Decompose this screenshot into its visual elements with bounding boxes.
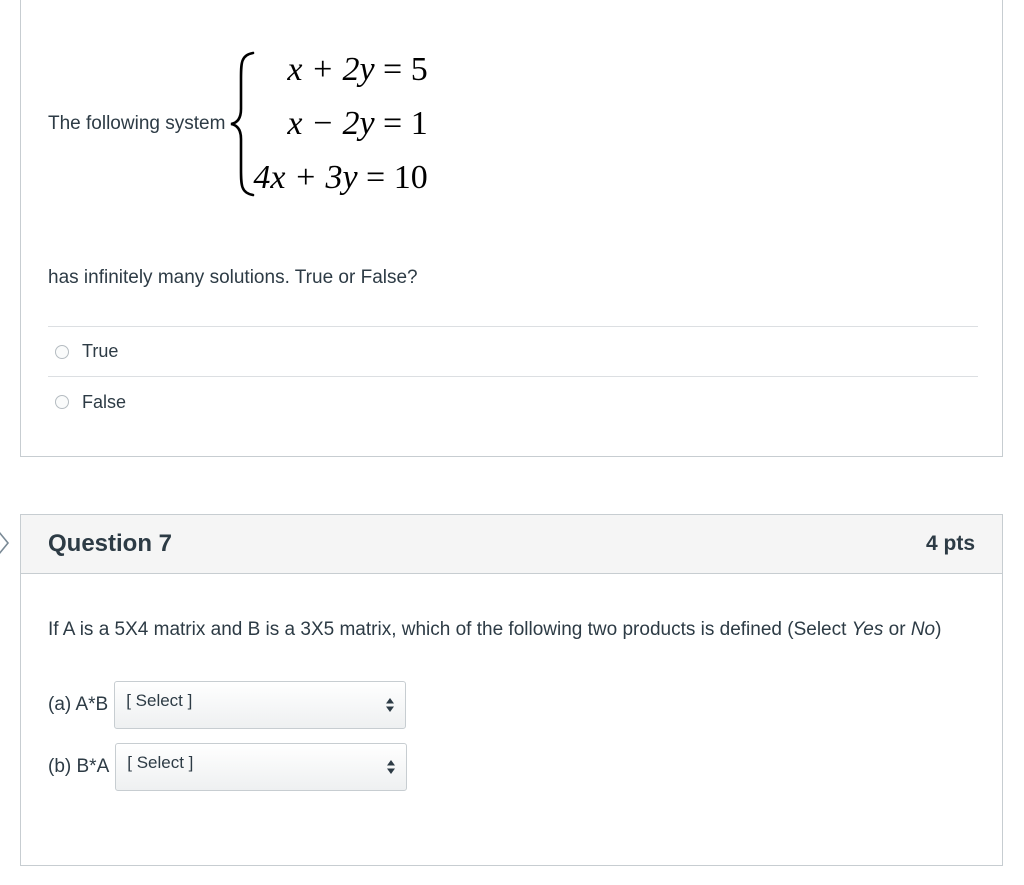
question-title: Question 7 [48,530,173,557]
answer-label[interactable]: False [82,391,127,412]
part-b-row [48,743,407,791]
answer-option-false[interactable] [48,377,978,427]
equation-3-right: 10 [393,159,428,196]
prompt-yes: Yes [851,619,884,640]
prompt-end: ) [935,619,942,640]
question-points: 4 pts [925,532,975,555]
part-a-row [48,681,406,729]
question-7-card [20,514,1003,866]
equation-1-right: 5 [410,51,428,88]
equation-1-left: x + 2y [287,51,375,88]
part-b-label: (b) B*A [48,756,110,777]
equation-2-left: x − 2y [287,105,375,142]
answer-label[interactable]: True [82,341,119,361]
question-7-prompt [48,613,978,647]
equation-1: x + 2y = 5 [287,51,428,88]
equation-3-left: 4x + 3y [253,159,358,196]
radio-button[interactable] [55,395,69,409]
question-header [21,515,1002,574]
answer-list [48,326,978,427]
select-value: [ Select ] [126,691,193,710]
question-6-card [20,0,1003,457]
equation-2: x − 2y = 1 [287,105,428,142]
chevron-right-icon[interactable] [0,530,11,556]
select-value: [ Select ] [127,753,194,772]
equation-system [48,49,428,199]
question-6-statement: has infinitely many solutions. True or False? [48,267,418,288]
part-a-label: (a) A*B [48,694,109,715]
equations [253,43,427,205]
part-b-select[interactable] [115,743,407,791]
answer-option-true[interactable] [48,327,978,377]
prompt-no: No [910,619,936,640]
equation-3: 4x + 3y = 10 [253,159,428,196]
part-a-select[interactable] [114,681,406,729]
up-down-caret-icon [386,759,396,775]
up-down-caret-icon [385,697,395,713]
prompt-or: or [883,619,911,640]
radio-button[interactable] [55,345,69,359]
system-label: The following system [48,113,226,134]
equation-2-right: 1 [410,105,428,142]
prompt-text: If A is a 5X4 matrix and B is a 3X5 matrix, which of the following two products is defined (Select [48,619,852,640]
